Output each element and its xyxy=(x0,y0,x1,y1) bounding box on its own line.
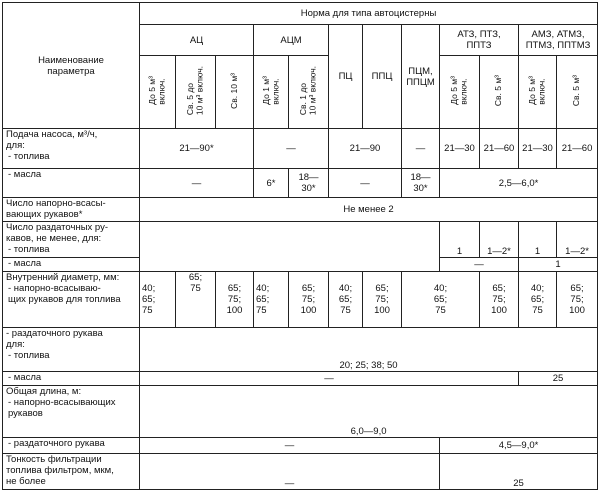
diam-suction-acm2: 65; 75; 100 xyxy=(289,272,329,328)
header-type-pc: ПЦ xyxy=(329,25,363,129)
pump-oil-ac: — xyxy=(140,169,254,198)
row-suction-count-label: Число напорно-всасы- вающих рукавов* xyxy=(3,198,140,222)
diam-dispense-oil-right: 25 xyxy=(519,372,598,386)
pump-oil-atz-amz: 2,5—6,0* xyxy=(440,169,598,198)
row-inner-diam-label xyxy=(3,272,140,328)
dispense-count-fuel-atz1: 1 xyxy=(440,222,480,258)
length-dispense-left: — xyxy=(140,438,440,454)
diam-suction-ac2: 65; 75 xyxy=(176,272,216,328)
filtration-right: 25 xyxy=(440,454,598,490)
row-length-label xyxy=(3,386,140,438)
header-ac-sub-1: До 5 м³ включ. xyxy=(147,76,167,105)
row-pump-title: Подача насоса, м³/ч, для: xyxy=(6,129,98,151)
pump-fuel-ppc: 21—90 xyxy=(329,129,402,169)
row-diam-dispense-oil xyxy=(3,372,140,386)
row-dispense-count-oil-label: - масла xyxy=(8,258,42,269)
diam-suction-amz1: 40; 65; 75 xyxy=(519,272,557,328)
pump-fuel-atz1: 21—30 xyxy=(440,129,480,169)
row-diam-dispense-oil-label: - масла xyxy=(8,372,42,383)
header-type-ac: АЦ xyxy=(140,25,254,56)
row-length-suction-label: - напорно-всасывающих рукавов xyxy=(8,397,116,419)
row-pump-oil-label: - масла xyxy=(8,169,42,180)
header-type-acm: АЦМ xyxy=(254,25,329,56)
dispense-count-oil-atz: — xyxy=(440,258,519,272)
header-acm-sub-1: До 1 м³ включ. xyxy=(260,76,280,105)
header-atz-sub-2: Св. 5 м³ xyxy=(493,74,504,107)
header-ac-sub-3: Св. 10 м³ xyxy=(228,72,239,109)
pump-fuel-pcm: — xyxy=(402,129,440,169)
row-diam-dispense-label xyxy=(3,328,140,372)
row-filtration-label: Тонкость фильтрации топлива фильтром, мкм, не более xyxy=(3,454,140,490)
pump-fuel-amz2: 21—60 xyxy=(557,129,598,169)
row-length-title: Общая длина, м: xyxy=(6,386,82,397)
row-dispense-count-fuel-label: - топлива xyxy=(8,244,50,255)
dispense-count-empty xyxy=(140,222,440,272)
pump-fuel-acm: — xyxy=(254,129,329,169)
pump-oil-pcm: 18—30* xyxy=(402,169,440,198)
header-parameter-name: Наименование параметра xyxy=(3,3,140,129)
header-type-amz: АМЗ, АТМЗ, ПТМЗ, ППТМЗ xyxy=(519,25,598,56)
filtration-left: — xyxy=(140,454,440,490)
diam-suction-atz2: 65; 75; 100 xyxy=(480,272,519,328)
dispense-count-fuel-atz2: 1—2* xyxy=(480,222,519,258)
row-inner-diam-suction-label: - напорно-всасываю- щих рукавов для топлива xyxy=(8,283,121,305)
header-type-ppc: ППЦ xyxy=(363,25,402,129)
row-pump-label xyxy=(3,129,140,169)
dispense-count-fuel-amz1: 1 xyxy=(519,222,557,258)
row-pump-fuel-label: - топлива xyxy=(8,151,50,162)
row-inner-diam-title: Внутренний диаметр, мм: xyxy=(6,272,120,283)
row-pump-oil xyxy=(3,169,140,198)
diam-dispense-fuel: 20; 25; 38; 50 xyxy=(140,328,598,372)
diam-suction-ac1: 40; 65; 75 xyxy=(140,272,176,328)
pump-oil-acm2: 18— 30* xyxy=(289,169,329,198)
specification-table xyxy=(2,2,598,490)
diam-suction-pc: 40; 65; 75 xyxy=(329,272,363,328)
row-dispense-count-label xyxy=(3,222,140,258)
pump-oil-acm1: 6* xyxy=(254,169,289,198)
diam-suction-ac3: 65; 75; 100 xyxy=(216,272,254,328)
header-amz-sub-2: Св. 5 м³ xyxy=(571,74,582,107)
row-length-dispense xyxy=(3,438,140,454)
pump-fuel-amz1: 21—30 xyxy=(519,129,557,169)
pump-oil-pc-ppc: — xyxy=(329,169,402,198)
header-acm-sub-2: Св. 1 до 10 м³ включ. xyxy=(298,65,318,116)
pump-fuel-ac: 21—90* xyxy=(140,129,254,169)
diam-dispense-oil-left: — xyxy=(140,372,519,386)
header-norm: Норма для типа автоцистерны xyxy=(140,3,598,25)
row-dispense-count-oil xyxy=(3,258,140,272)
diam-suction-amz2: 65; 75; 100 xyxy=(557,272,598,328)
diam-suction-pcm-atz1: 40; 65; 75 xyxy=(402,272,480,328)
dispense-count-fuel-amz2: 1—2* xyxy=(557,222,598,258)
row-diam-dispense-fuel-label: - топлива xyxy=(8,350,50,361)
dispense-count-oil-amz: 1 xyxy=(519,258,598,272)
header-type-pcm: ПЦМ, ППЦМ xyxy=(402,25,440,129)
header-ac-sub-2: Св. 5 до 10 м³ включ. xyxy=(185,65,205,116)
length-dispense-right: 4,5—9,0* xyxy=(440,438,598,454)
diam-suction-ppc: 65; 75; 100 xyxy=(363,272,402,328)
length-suction: 6,0—9,0 xyxy=(140,386,598,438)
row-diam-dispense-title: - раздаточного рукава для: xyxy=(6,328,103,350)
suction-count-value: Не менее 2 xyxy=(140,198,598,222)
header-amz-sub-1: До 5 м³ включ. xyxy=(527,76,547,105)
row-dispense-count-title: Число раздаточных ру- кавов, не менее, для: xyxy=(6,222,109,244)
diam-suction-acm1: 40; 65; 75 xyxy=(254,272,289,328)
row-length-dispense-label: - раздаточного рукава xyxy=(8,438,105,449)
header-type-atz: АТЗ, ПТЗ, ППТЗ xyxy=(440,25,519,56)
pump-fuel-atz2: 21—60 xyxy=(480,129,519,169)
header-atz-sub-1: До 5 м³ включ. xyxy=(449,76,469,105)
